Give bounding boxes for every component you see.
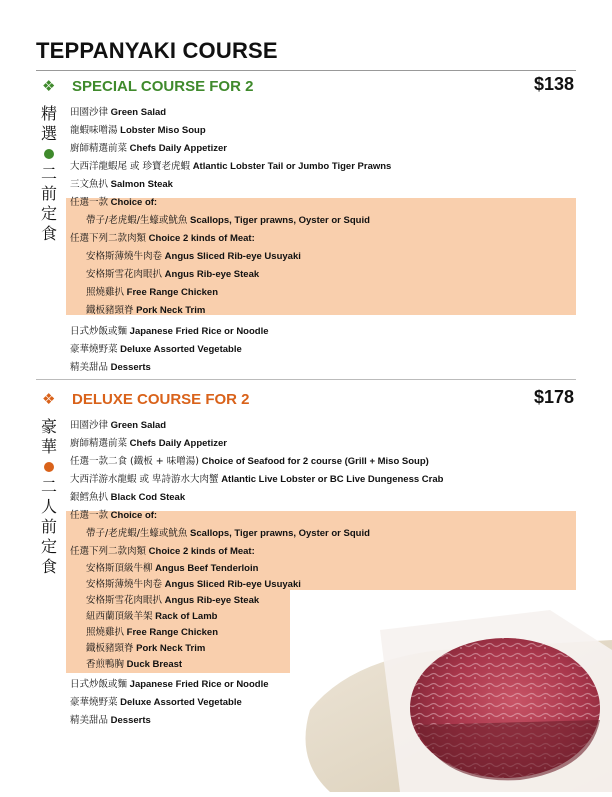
menu-item: 日式炒飯或麵 Japanese Fried Rice or Noodle xyxy=(70,326,269,337)
vertical-char: 豪 xyxy=(40,417,57,436)
menu-item: 任選一款 Choice of: xyxy=(70,510,158,521)
special-course-section xyxy=(36,74,576,374)
menu-item: 大西洋游水龍蝦 或 卑詩游水大肉蟹 Atlantic Live Lobster or BC Live Dungeness Crab xyxy=(70,474,444,485)
vertical-char: 二 xyxy=(40,164,57,183)
menu-item: 任選一款二食 (鐵板 + 味噌湯) Choice of Seafood for 2 course (Grill + Miso Soup) xyxy=(70,456,429,467)
vertical-char: 定 xyxy=(40,204,57,223)
vertical-char: 前 xyxy=(40,517,57,536)
deluxe-course-price: $178 xyxy=(533,387,574,407)
menu-item: 龍蝦味噌湯 Lobster Miso Soup xyxy=(70,125,206,136)
special-menu-items xyxy=(70,104,576,377)
menu-item: 三文魚扒 Salmon Steak xyxy=(70,179,173,190)
menu-item: 安格斯薄燒牛肉卷 Angus Sliced Rib-eye Usuyaki xyxy=(86,251,301,262)
menu-item: 照燒雞扒 Free Range Chicken xyxy=(86,627,218,638)
menu-item: 精美甜品 Desserts xyxy=(70,362,151,373)
diamond-ornament-icon: ❖ xyxy=(42,78,56,95)
vertical-char: 定 xyxy=(40,537,57,556)
title-divider xyxy=(36,70,576,71)
menu-item: 帶子/老虎蝦/生蠔或魷魚 Scallops, Tiger prawns, Oyster or Squid xyxy=(86,215,370,226)
vertical-char: 人 xyxy=(40,497,57,516)
deluxe-course-header xyxy=(36,387,576,413)
menu-item: 任選下列二款肉類 Choice 2 kinds of Meat: xyxy=(70,233,255,244)
steak-photo xyxy=(290,590,612,792)
vertical-char: 選 xyxy=(40,124,57,143)
menu-item: 紐西蘭頂級羊架 Rack of Lamb xyxy=(86,611,218,622)
vertical-char: 精 xyxy=(40,104,57,123)
menu-item: 任選一款 Choice of: xyxy=(70,197,158,208)
menu-item: 照燒雞扒 Free Range Chicken xyxy=(86,287,218,298)
diamond-ornament-icon: ❖ xyxy=(42,391,56,408)
vertical-char: 食 xyxy=(40,224,57,243)
special-vertical-label xyxy=(39,104,59,244)
menu-item: 香煎鴨胸 Duck Breast xyxy=(86,659,183,670)
menu-item: 田園沙律 Green Salad xyxy=(70,107,167,118)
menu-item: 大西洋龍蝦尾 或 珍寶老虎蝦 Atlantic Lobster Tail or Jumbo Tiger Prawns xyxy=(70,161,392,172)
menu-item: 帶子/老虎蝦/生蠔或魷魚 Scallops, Tiger prawns, Oyster or Squid xyxy=(86,528,370,539)
page-title: TEPPANYAKI COURSE xyxy=(36,38,278,63)
deluxe-course-title: DELUXE COURSE FOR 2 xyxy=(72,391,250,408)
menu-item: 安格斯頂級牛柳 Angus Beef Tenderloin xyxy=(86,563,259,574)
section-divider xyxy=(36,379,576,380)
menu-item: 安格斯薄燒牛肉卷 Angus Sliced Rib-eye Usuyaki xyxy=(86,579,301,590)
green-dot-icon xyxy=(44,149,54,159)
special-course-price: $138 xyxy=(533,74,574,94)
menu-item: 田園沙律 Green Salad xyxy=(70,420,167,431)
vertical-char: 二 xyxy=(40,477,57,496)
special-course-title: SPECIAL COURSE FOR 2 xyxy=(72,78,254,95)
orange-dot-icon xyxy=(44,462,54,472)
vertical-char: 前 xyxy=(40,184,57,203)
vertical-char: 華 xyxy=(40,437,57,456)
menu-item: 廚師精選前菜 Chefs Daily Appetizer xyxy=(70,438,227,449)
steak-illustration xyxy=(290,590,612,792)
deluxe-vertical-label xyxy=(39,417,59,577)
menu-item: 安格斯雪花肉眼扒 Angus Rib-eye Steak xyxy=(86,595,260,606)
menu-item: 廚師精選前菜 Chefs Daily Appetizer xyxy=(70,143,227,154)
menu-item: 豪華燒野菜 Deluxe Assorted Vegetable xyxy=(70,344,242,355)
menu-item: 鐵板豬頸脊 Pork Neck Trim xyxy=(86,643,206,654)
special-course-header xyxy=(36,74,576,100)
menu-item: 鐵板豬頸脊 Pork Neck Trim xyxy=(86,305,206,316)
menu-item: 日式炒飯或麵 Japanese Fried Rice or Noodle xyxy=(70,679,269,690)
menu-item: 精美甜品 Desserts xyxy=(70,715,151,726)
menu-item: 豪華燒野菜 Deluxe Assorted Vegetable xyxy=(70,697,242,708)
menu-item: 銀鱈魚扒 Black Cod Steak xyxy=(70,492,186,503)
vertical-char: 食 xyxy=(40,557,57,576)
menu-item: 任選下列二款肉類 Choice 2 kinds of Meat: xyxy=(70,546,255,557)
menu-item: 安格斯雪花肉眼扒 Angus Rib-eye Steak xyxy=(86,269,260,280)
